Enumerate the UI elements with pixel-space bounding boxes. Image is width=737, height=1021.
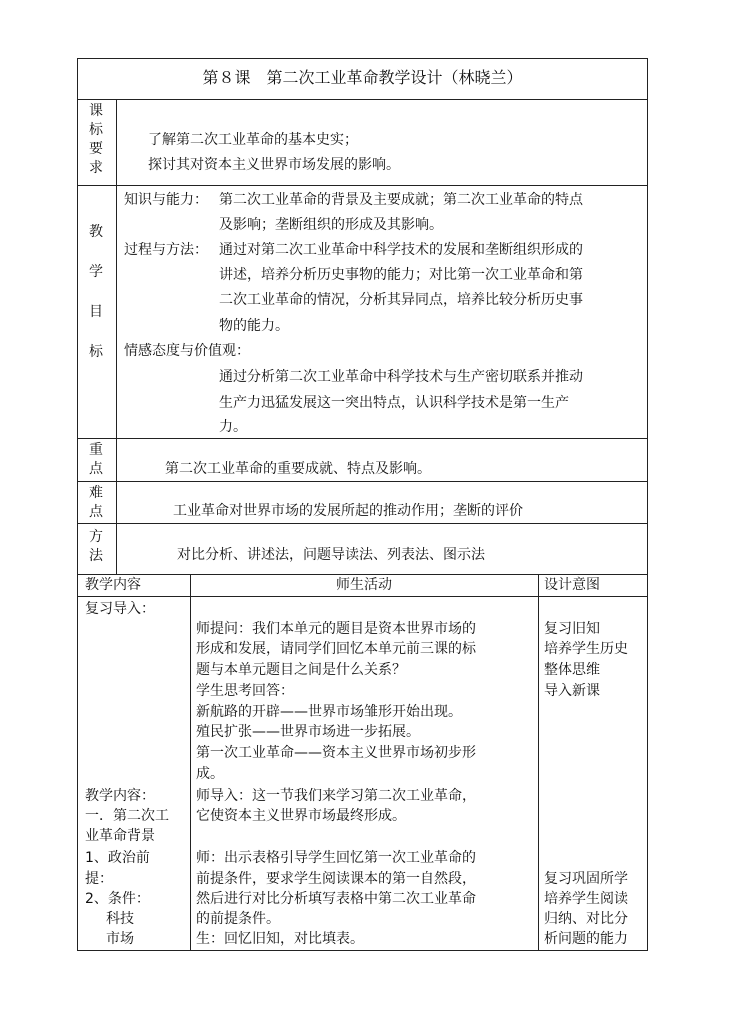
content-item: 教学内容： (85, 788, 155, 804)
emotion-line: 力。 (219, 419, 247, 435)
activity-line: 形成和发展，请同学们回忆本单元前三课的标 (196, 641, 476, 657)
table-border-left (77, 58, 78, 951)
intent-line: 析问题的能力 (544, 931, 628, 947)
knowledge-label: 知识与能力： (124, 192, 208, 208)
key-points-label: 重 点 (89, 442, 103, 477)
content-item: 2、条件： (85, 891, 150, 907)
activity-line: 学生思考回答： (196, 683, 294, 699)
intent-line: 培养学生历史 (544, 641, 628, 657)
page-title: 第８课 第二次工业革命教学设计（林晓兰） (202, 68, 523, 87)
content-item: 1、政治前 (85, 850, 150, 866)
content-item: 业革命背景 (85, 828, 155, 844)
content-column-divider (190, 574, 191, 951)
row-divider (77, 523, 648, 524)
row-divider (77, 596, 648, 597)
activity-line: 然后进行对比分析填写表格中第二次工业革命 (196, 891, 476, 907)
process-line: 通过对第二次工业革命中科学技术的发展和垄断组织形成的 (219, 242, 583, 258)
header-activity: 师生活动 (336, 577, 392, 593)
row-divider (77, 185, 648, 186)
activity-line: 成。 (196, 766, 224, 782)
process-line: 二次工业革命的情况，分析其异同点，培养比较分析历史事 (219, 292, 583, 308)
knowledge-line: 及影响；垄断组织的形成及其影响。 (219, 217, 443, 233)
activity-line: 题与本单元题目之间是什么关系？ (196, 662, 406, 678)
standards-line: 了解第二次工业革命的基本史实； (148, 132, 358, 148)
activity-line: 第一次工业革命——资本主义世界市场初步形 (196, 745, 476, 761)
table-border-right (647, 58, 648, 951)
intent-line: 归纳、对比分 (544, 911, 628, 927)
difficulties-text: 工业革命对世界市场的发展所起的推动作用；垄断的评价 (173, 503, 523, 519)
activity-line: 它使资本主义世界市场最终形成。 (196, 808, 406, 824)
process-label: 过程与方法： (124, 242, 208, 258)
methods-text: 对比分析、讲述法，问题导读法、列表法、图示法 (177, 547, 485, 563)
activity-line: 的前提条件。 (196, 911, 280, 927)
row-divider (77, 438, 648, 439)
content-item: 复习导入： (85, 601, 155, 617)
standards-line: 探讨其对资本主义世界市场发展的影响。 (148, 157, 400, 173)
activity-line: 师：出示表格引导学生回忆第一次工业革命的 (196, 850, 476, 866)
emotion-label: 情感态度与价值观： (124, 343, 250, 359)
activity-line: 师导入：这一节我们来学习第二次工业革命， (196, 788, 476, 804)
process-line: 物的能力。 (219, 318, 289, 334)
intent-line: 复习巩固所学 (544, 871, 628, 887)
row-divider (77, 99, 648, 100)
intent-column-divider (538, 574, 539, 951)
row-divider (77, 481, 648, 482)
process-line: 讲述，培养分析历史事物的能力；对比第一次工业革命和第 (219, 267, 583, 283)
content-item: 提： (85, 871, 113, 887)
intent-line: 复习旧知 (544, 621, 600, 637)
table-border-top (77, 58, 648, 59)
content-item: 一．第二次工 (85, 808, 169, 824)
table-border-bottom (77, 950, 648, 951)
activity-line: 新航路的开辟——世界市场雏形开始出现。 (196, 704, 462, 720)
difficulties-label: 难 点 (89, 485, 103, 520)
intent-line: 培养学生阅读 (544, 891, 628, 907)
emotion-line: 生产力迅猛发展这一突出特点，认识科学技术是第一生产 (219, 395, 569, 411)
content-item: 科技 (106, 911, 134, 927)
intent-line: 导入新课 (544, 683, 600, 699)
activity-line: 师提问：我们本单元的题目是资本世界市场的 (196, 621, 476, 637)
label-column-divider (116, 99, 117, 574)
activity-line: 生：回忆旧知，对比填表。 (196, 931, 364, 947)
emotion-line: 通过分析第二次工业革命中科学技术与生产密切联系并推动 (219, 369, 583, 385)
intent-line: 整体思维 (544, 662, 600, 678)
activity-line: 殖民扩张——世界市场进一步拓展。 (196, 724, 420, 740)
knowledge-line: 第二次工业革命的背景及主要成就；第二次工业革命的特点 (219, 192, 583, 208)
activity-line: 前提条件，要求学生阅读课本的第一自然段， (196, 871, 476, 887)
header-intent: 设计意图 (544, 577, 600, 593)
methods-label: 方 法 (89, 529, 103, 564)
objectives-label: 教 学 目 标 (89, 224, 103, 360)
key-points-text: 第二次工业革命的重要成就、特点及影响。 (165, 461, 431, 477)
standards-label: 课 标 要 求 (89, 103, 103, 176)
content-item: 市场 (106, 931, 134, 947)
header-content: 教学内容 (85, 577, 141, 593)
